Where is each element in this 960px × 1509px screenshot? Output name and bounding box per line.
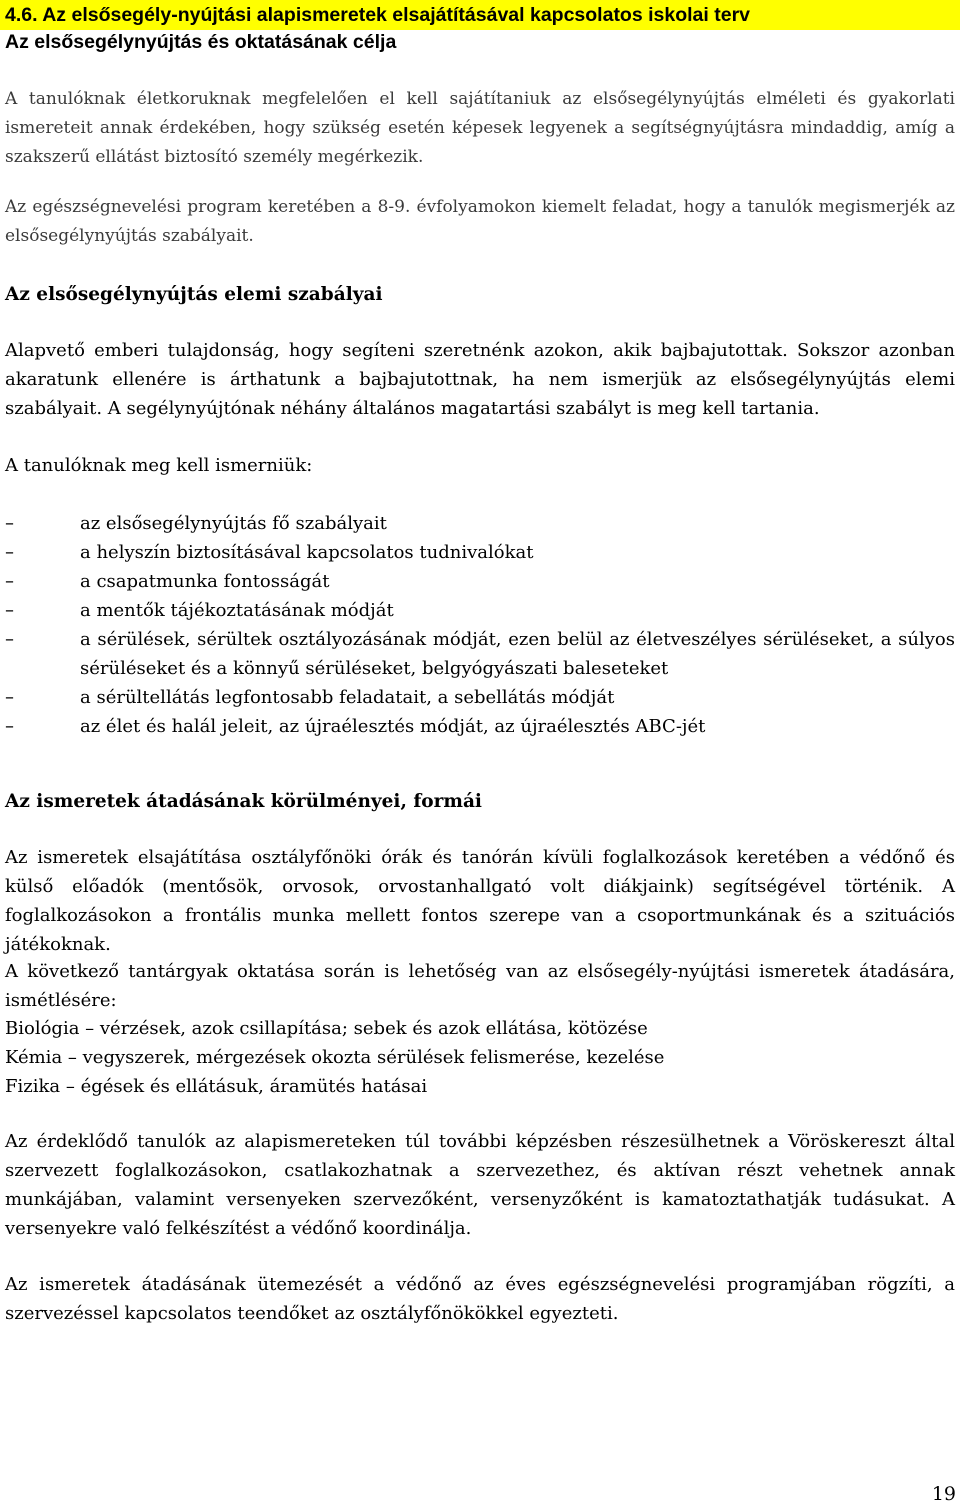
forms-heading: Az ismeretek átadásának körülményei, formái — [5, 791, 482, 812]
list-item: – a mentők tájékoztatásának módját — [5, 596, 955, 625]
dash-marker: – — [5, 542, 14, 563]
section-title: 4.6. Az elsősegély-nyújtási alapismeretek elsajátításával kapcsolatos iskolai terv — [5, 4, 750, 26]
redcross-paragraph: Az érdeklődő tanulók az alapismereteken túl további képzésben részesülhetnek a Vöröskereszt által szervezett foglalkozásokon, csatlakozhatnak a szervezethez, és aktívan részt vehetnek annak munkájában, valamint versenyeken szervezőként, versenyzőként is kamatoztathatják tudásukat. A versenyekre való felkészítést a védőnő koordinálja. — [5, 1131, 955, 1239]
list-item: – a sérülések, sérültek osztályozásának módját, ezen belül az életveszélyes sérüléseket, a súlyos sérüléseket és a könnyű sérüléseket, belgyógyászati baleseteket — [5, 625, 955, 683]
forms-paragraph-2: A következő tantárgyak oktatása során is lehetőség van az elsősegély-nyújtási ismeretek átadására, ismétlésére: — [5, 961, 955, 1011]
must-know-intro: A tanulóknak meg kell ismerniük: — [5, 455, 313, 476]
rules-heading: Az elsősegélynyújtás elemi szabályai — [5, 284, 383, 305]
subject-physics: Fizika – égések és ellátásuk, áramütés hatásai — [5, 1076, 428, 1097]
dash-marker: – — [5, 513, 14, 534]
forms-paragraph-1: Az ismeretek elsajátítása osztályfőnöki órák és tanórán kívüli foglalkozások keretében a védőnő és külső előadók (mentősök, orvosok, orvostanhallgató volt diákjaink) segítségével történik. A foglalkozásokon a frontális munka mellett fontos szerepe van a csoportmunkának és a szituációs játékoknak. — [5, 847, 955, 955]
subject-chemistry: Kémia – vegyszerek, mérgezések okozta sérülések felismerése, kezelése — [5, 1047, 665, 1068]
rules-paragraph: Alapvető emberi tulajdonság, hogy segíteni szeretnénk azokon, akik bajbajutottak. Sokszor azonban akaratunk ellenére is árthatunk a bajbajutottnak, ha nem ismerjük az elsősegélynyújtás elemi szabályait. A segélynyújtónak néhány általános magatartási szabályt is meg kell tartania. — [5, 340, 955, 419]
dash-marker: – — [5, 629, 14, 650]
page-number: 19 — [931, 1483, 956, 1505]
list-item: – az elsősegélynyújtás fő szabályait — [5, 509, 955, 538]
list-item: – a sérültellátás legfontosabb feladatait, a sebellátás módját — [5, 683, 955, 712]
list-item: – az élet és halál jeleit, az újraélesztés módját, az újraélesztés ABC-jét — [5, 712, 955, 741]
knowledge-list — [5, 509, 955, 741]
dash-marker: – — [5, 687, 14, 708]
dash-marker: – — [5, 600, 14, 621]
schedule-paragraph: Az ismeretek átadásának ütemezését a védőnő az éves egészségnevelési programjában rögzíti, a szervezéssel kapcsolatos teendőket az osztályfőnökökkel egyezteti. — [5, 1274, 955, 1324]
list-item: – a csapatmunka fontosságát — [5, 567, 955, 596]
intro-paragraph-1: A tanulóknak életkoruknak megfelelően el kell sajátítaniuk az elsősegélynyújtás elméleti és gyakorlati ismereteit annak érdekében, hogy szükség esetén képesek legyenek a segítségnyújtásra mindaddig, amíg a szakszerű ellátást biztosító személy megérkezik. — [5, 89, 955, 167]
list-item: – a helyszín biztosításával kapcsolatos tudnivalókat — [5, 538, 955, 567]
section-subtitle: Az elsősegélynyújtás és oktatásának célja — [5, 31, 397, 53]
dash-marker: – — [5, 571, 14, 592]
dash-marker: – — [5, 716, 14, 737]
subject-biology: Biológia – vérzések, azok csillapítása; sebek és azok ellátása, kötözése — [5, 1018, 648, 1039]
intro-paragraph-2: Az egészségnevelési program keretében a 8-9. évfolyamokon kiemelt feladat, hogy a tanulók megismerjék az elsősegélynyújtás szabályait. — [5, 197, 955, 246]
